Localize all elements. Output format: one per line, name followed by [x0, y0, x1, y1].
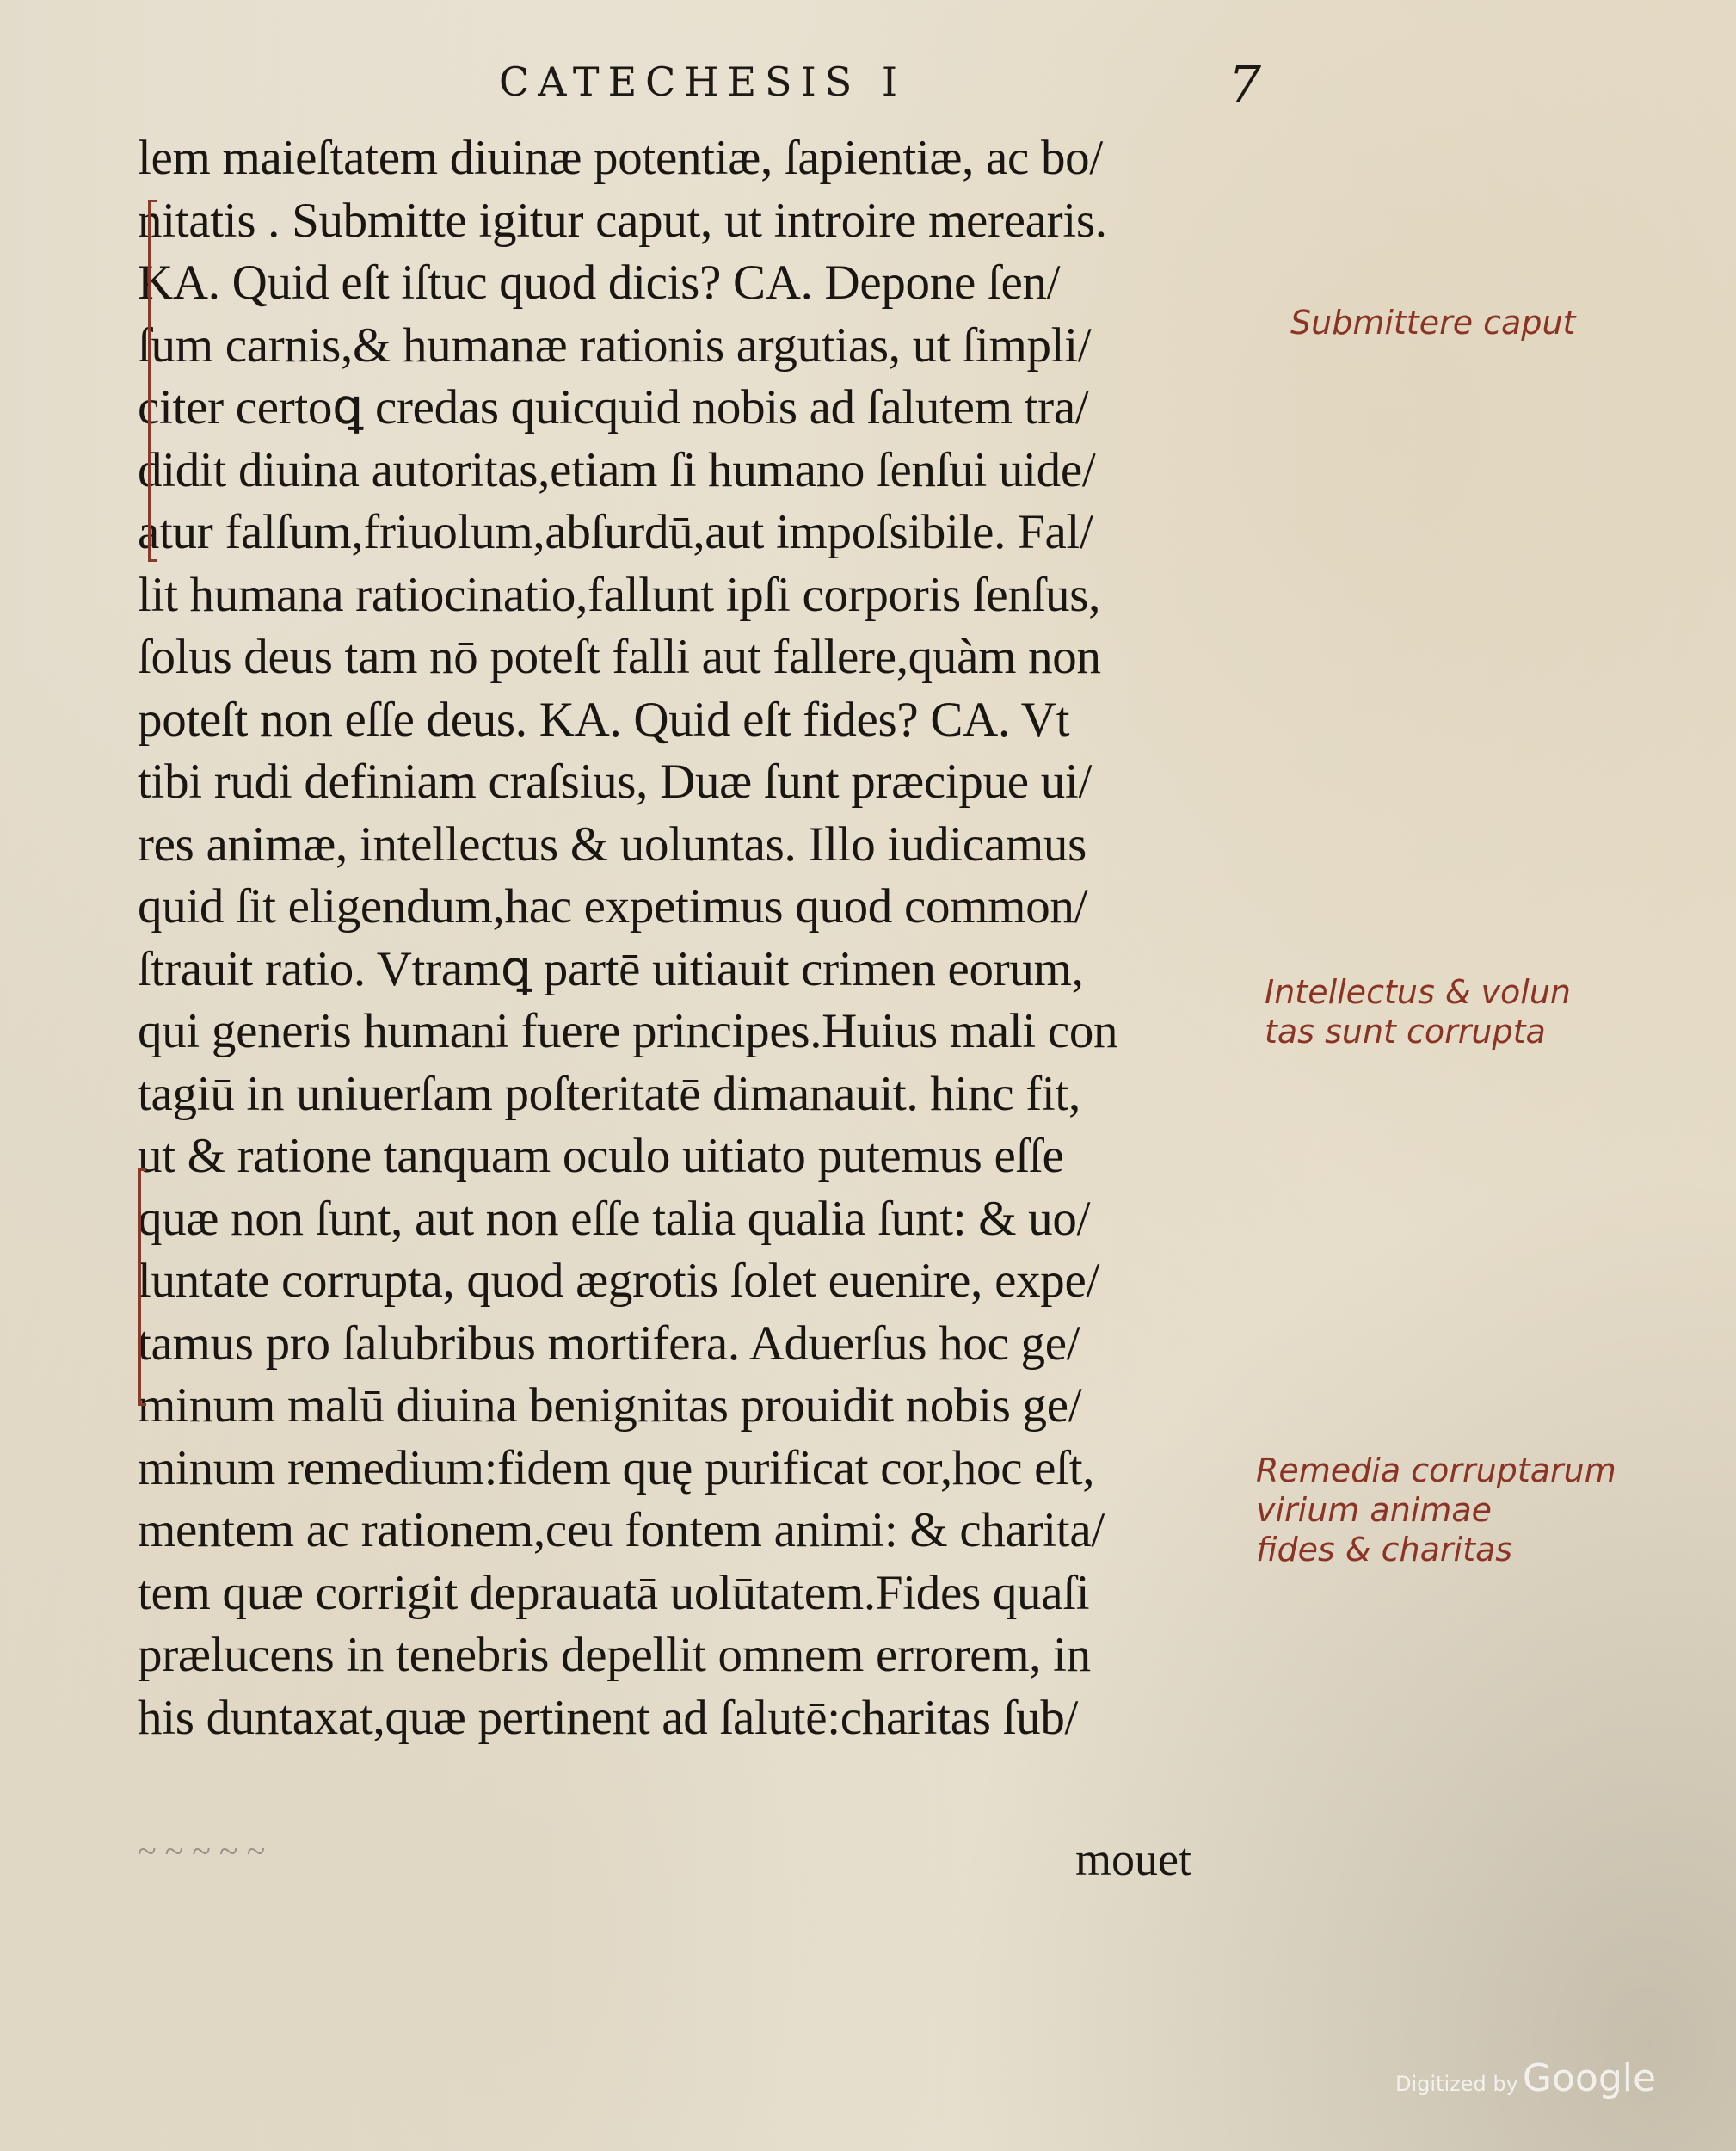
- folio-number: 7: [1228, 55, 1262, 115]
- text-line: quæ non ſunt, aut non eſſe talia qualia ſunt: & uo/: [138, 1191, 1091, 1246]
- running-head: CATECHESIS I: [499, 59, 907, 105]
- text-line: prælucens in tenebris depellit omnem errorem, in: [138, 1628, 1091, 1682]
- text-line: his duntaxat,quæ pertinent ad ſalutē:charitas ſub/: [138, 1690, 1079, 1745]
- text-line: res animæ, intellectus & uoluntas. Illo iudicamus: [138, 817, 1087, 872]
- text-line: qui generis humani fuere principes.Huius mali con: [138, 1004, 1118, 1058]
- text-line: minum remedium:fidem quę purificat cor,hoc eſt,: [138, 1440, 1095, 1495]
- marginal-note: Intellectus & volun tas sunt corrupta: [1265, 973, 1571, 1051]
- text-line: lem maieſtatem diuinæ potentiæ, ſapientiæ, ac bo/: [138, 131, 1103, 185]
- marginal-note: Remedia corruptarum virium animae fides & charitas: [1256, 1451, 1616, 1569]
- text-line: ut & ratione tanquam oculo uitiato putemus eſſe: [138, 1129, 1064, 1183]
- catch-word: mouet: [1075, 1834, 1191, 1885]
- text-line: ſolus deus tam nō poteſt falli aut fallere,quàm non: [138, 630, 1101, 684]
- body-text: [138, 127, 1265, 1749]
- digitization-watermark: [1395, 2056, 1656, 2100]
- margin-bracket: [148, 200, 157, 562]
- watermark-prefix: Digitized by: [1395, 2072, 1518, 2096]
- text-line: lit humana ratiocinatio,fallunt ipſi corporis ſenſus,: [138, 567, 1101, 622]
- google-logo: Google: [1522, 2056, 1657, 2100]
- text-line: ſtrauit ratio. Vtramꝗ partē uitiauit crimen eorum,: [138, 941, 1084, 996]
- text-line: mentem ac rationem,ceu fontem animi: & charita/: [138, 1503, 1105, 1557]
- margin-bracket: [138, 1168, 146, 1406]
- text-line: tagiū in uniuerſam poſteritatē dimanauit. hinc fit,: [138, 1066, 1080, 1121]
- text-line: citer certoꝗ credas quicquid nobis ad ſalutem tra/: [138, 380, 1089, 435]
- marginal-note: Submittere caput: [1290, 304, 1576, 342]
- text-line: tem quæ corrigit deprauatā uolūtatem.Fides quaſi: [138, 1565, 1090, 1620]
- text-line: tibi rudi definiam craſsius, Duæ ſunt præcipue ui/: [138, 755, 1092, 809]
- text-line: KA. Quid eſt iſtuc quod dicis? CA. Depone ſen/: [138, 256, 1061, 310]
- faded-signature-mark: ~ ~ ~ ~ ~: [138, 1832, 266, 1871]
- text-line: ſum carnis,& humanæ rationis argutias, ut ſimpli/: [138, 317, 1092, 373]
- text-line: tamus pro ſalubribus mortifera. Aduerſus hoc ge/: [138, 1316, 1080, 1371]
- text-line: poteſt non eſſe deus. KA. Quid eſt fides? CA. Vt: [138, 692, 1070, 747]
- text-line: didit diuina autoritas,etiam ſi humano ſenſui uide/: [138, 442, 1096, 497]
- text-line: quid ſit eligendum,hac expetimus quod common/: [138, 879, 1088, 934]
- text-line: atur falſum,friuolum,abſurdū,aut impoſsibile. Fal/: [138, 505, 1093, 559]
- text-line: minum malū diuina benignitas prouidit nobis ge/: [138, 1378, 1082, 1433]
- text-line: nitatis . Submitte igitur caput, ut introire merearis.: [138, 193, 1107, 248]
- text-line: luntate corrupta, quod ægrotis ſolet euenire, expe/: [138, 1254, 1100, 1308]
